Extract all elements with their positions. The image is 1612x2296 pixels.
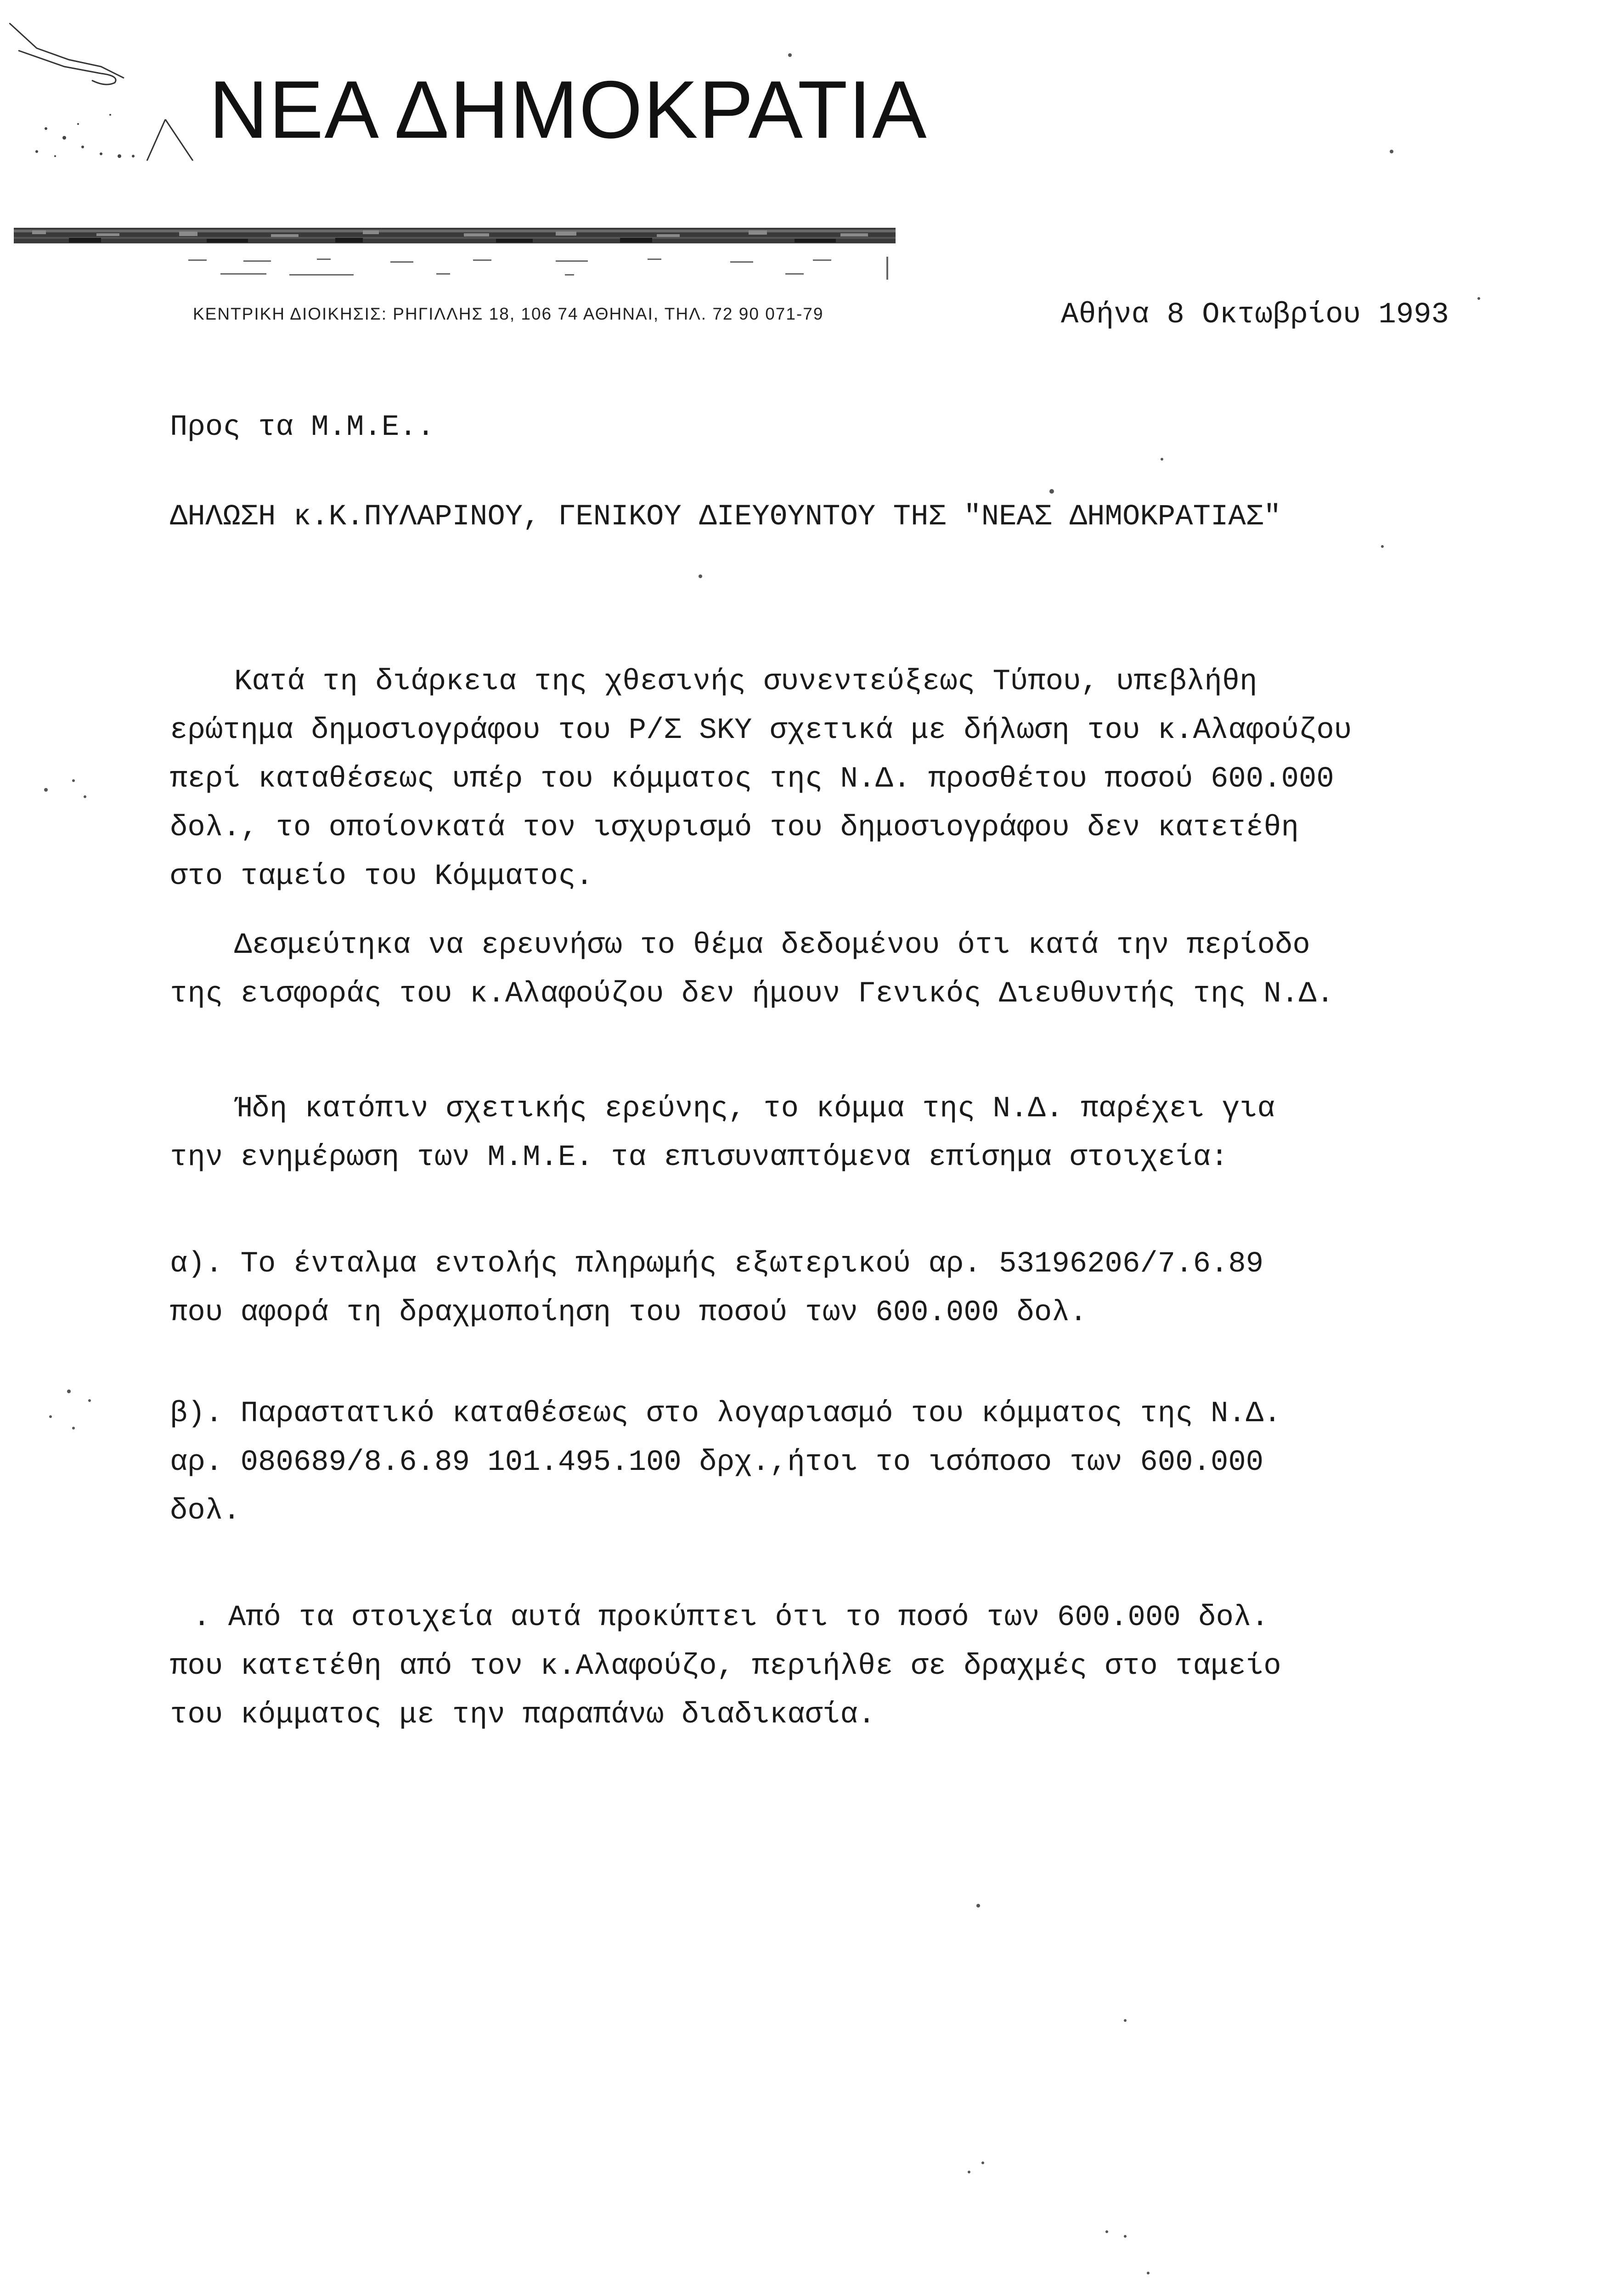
text-line: την ενημέρωση των Μ.Μ.Ε. τα επισυναπτόμενα επίσημα στοιχεία: [170,1141,1229,1174]
paragraph-commitment [170,921,1493,1019]
letterhead-rule [14,224,896,247]
text-line: του κόμματος με την παραπάνω διαδικασία. [170,1699,876,1732]
paragraph-press-conference [170,658,1493,901]
paragraph-conclusion [170,1593,1493,1739]
paragraph-research [170,1085,1493,1182]
text-line: δολ. [170,1495,241,1528]
text-line: της εισφοράς του κ.Αλαφούζου δεν ήμουν Γενικός Διευθυντής της Ν.Δ. [170,978,1334,1011]
text-line: . Από τα στοιχεία αυτά προκύπτει ότι το ποσό των 600.000 δολ. [193,1601,1269,1634]
text-line: που κατετέθη από τον κ.Αλαφούζο, περιήλθε σε δραχμές στο ταμείο [170,1650,1281,1683]
letter-date: Αθήνα 8 Οκτωβρίου 1993 [1061,298,1449,332]
item-b-deposit-receipt [170,1390,1493,1536]
party-name: ΝΕΑ ΔΗΜΟΚΡΑΤΙΑ [209,64,928,155]
recipient-line: Προς τα Μ.Μ.Ε.. [170,411,435,444]
letterhead-specks [152,255,905,282]
text-line: περί καταθέσεως υπέρ του κόμματος της Ν.Δ. προσθέτου ποσού 600.000 [170,763,1334,796]
text-line: Κατά τη διάρκεια της χθεσινής συνεντεύξεως Τύπου, υπεβλήθη [234,665,1257,698]
party-logo-mark [9,23,202,161]
text-line: αρ. 080689/8.6.89 101.495.100 δρχ.,ήτοι το ισόποσο των 600.000 [170,1446,1264,1479]
text-line: Ήδη κατόπιν σχετικής ερεύνης, το κόμμα της Ν.Δ. παρέχει για [234,1092,1275,1125]
text-line: α). Το ένταλμα εντολής πληρωμής εξωτερικού αρ. 53196206/7.6.89 [170,1248,1264,1281]
letterhead-address: ΚΕΝΤΡΙΚΗ ΔΙΟΙΚΗΣΙΣ: ΡΗΓΙΛΛΗΣ 18, 106 74 ΑΘΗΝΑΙ, ΤΗΛ. 72 90 071-79 [193,304,824,323]
text-line: ερώτημα δημοσιογράφου του Ρ/Σ SKY σχετικά με δήλωση του κ.Αλαφούζου [170,714,1352,747]
text-line: β). Παραστατικό καταθέσεως στο λογαριασμό του κόμματος της Ν.Δ. [170,1397,1281,1430]
text-line: στο ταμείο του Κόμματος. [170,860,593,893]
text-line: που αφορά τη δραχμοποίηση του ποσού των 600.000 δολ. [170,1296,1088,1329]
statement-title: ΔΗΛΩΣΗ κ.Κ.ΠΥΛΑΡΙΝΟΥ, ΓΕΝΙΚΟΥ ΔΙΕΥΘΥΝΤΟΥ ΤΗΣ "ΝΕΑΣ ΔΗΜΟΚΡΑΤΙΑΣ" [170,501,1281,534]
text-line: δολ., το οποίονκατά τον ισχυρισμό του δημοσιογράφου δεν κατετέθη [170,811,1299,844]
item-a-payment-order [170,1240,1493,1337]
text-line: Δεσμεύτηκα να ερευνήσω το θέμα δεδομένου ότι κατά την περίοδο [234,929,1310,962]
